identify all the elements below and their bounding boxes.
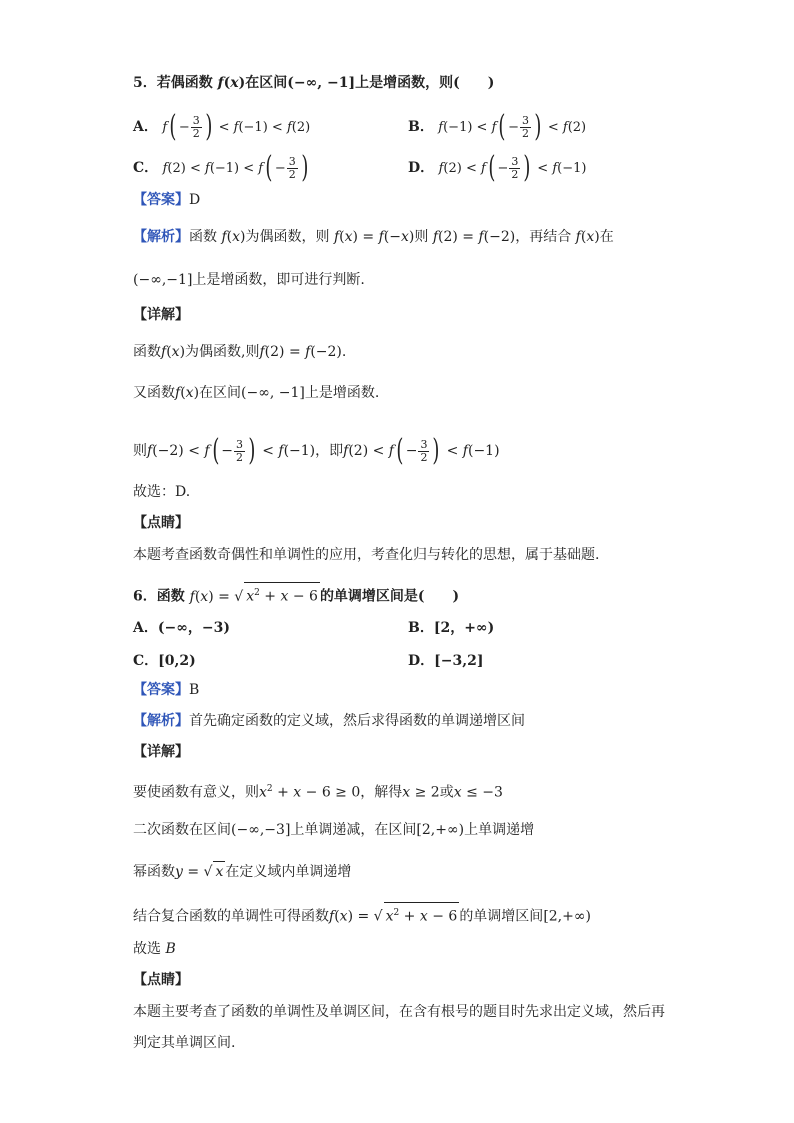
q5-detail-line1: 函数f(x)为偶函数,则f(2) = f(−2). [133,344,347,360]
q5-analysis-line2: (−∞,−1]上是增函数，即可进行判断. [133,272,365,288]
q6-stem: 6．函数 f(x) = √ $x^2 + x - 6$ 的单调增区间是( ) [133,582,459,607]
q6-option-b[interactable]: B．[2，+∞) [408,620,495,636]
q6-option-d[interactable]: D．[−3,2] [408,653,484,669]
q5-option-c[interactable]: C． f(2) < f(−1) < f( − $\frac{3}{2}$ ) [133,150,309,185]
q5-comment: 本题考查函数奇偶性和单调性的应用，考查化归与转化的思想，属于基础题. [133,547,600,563]
q5-answer: 【答案】D [133,192,201,208]
q5-option-d[interactable]: D． f(2) < f( − $\frac{3}{2}$ ) < f(−1) [408,150,587,185]
q6-comment-heading: 【点睛】 [133,972,189,988]
q5-option-a[interactable]: A． f( − $\frac{3}{2}$ ) < f(−1) < f(2) [133,109,311,144]
q6-answer: 【答案】B [133,682,200,698]
q5-detail-line3: 则f(−2) < f( − $\frac{3}{2}$ ) < f(−1)，即f(2) < f( − $\frac{3}{2}$ ) < f(−1) [133,433,500,468]
q5-option-b[interactable]: B． f(−1) < f( − $\frac{3}{2}$ ) < f(2) [408,109,587,144]
q5-detail-line2: 又函数f(x)在区间(−∞, −1]上是增函数. [133,385,380,401]
q5-comment-heading: 【点睛】 [133,515,189,531]
q6-detail-line4: 结合复合函数的单调性可得函数f(x) = √ $x^2 + x - 6$ 的单调增区间[2,+∞) [133,902,591,927]
q6-option-c[interactable]: C．[0,2) [133,653,196,669]
q6-detail-line2: 二次函数在区间(−∞,−3]上单调递减，在区间[2,+∞)上单调递增 [133,822,535,838]
q5-analysis: 【解析】函数 f(x)为偶函数，则 f(x) = f(−x)则 f(2) = f(−2)，再结合 f(x)在 [133,229,614,245]
q5-detail-heading: 【详解】 [133,307,189,323]
q6-detail-line1: 要使函数有意义，则$x^2 + x - 6 \ge 0$，解得x ≥ 2或x ≤ −3 [133,784,503,801]
q6-detail-line3: 幂函数y = √ x 在定义域内单调递增 [133,861,351,882]
q6-option-a[interactable]: A．(−∞，−3) [133,620,230,636]
q6-comment-line2: 判定其单调区间. [133,1035,236,1051]
q6-comment-line1: 本题主要考查了函数的单调性及单调区间，在含有根号的题目时先求出定义域，然后再 [133,1004,665,1020]
q6-detail-heading: 【详解】 [133,744,189,760]
q6-choose: 故选 B [133,941,176,957]
q5-stem: 5．若偶函数 f(x)在区间(−∞, −1]上是增函数，则( ) [133,75,495,91]
q6-analysis: 【解析】首先确定函数的定义域，然后求得函数的单调递增区间 [133,713,525,729]
q5-choose: 故选：D. [133,484,191,500]
